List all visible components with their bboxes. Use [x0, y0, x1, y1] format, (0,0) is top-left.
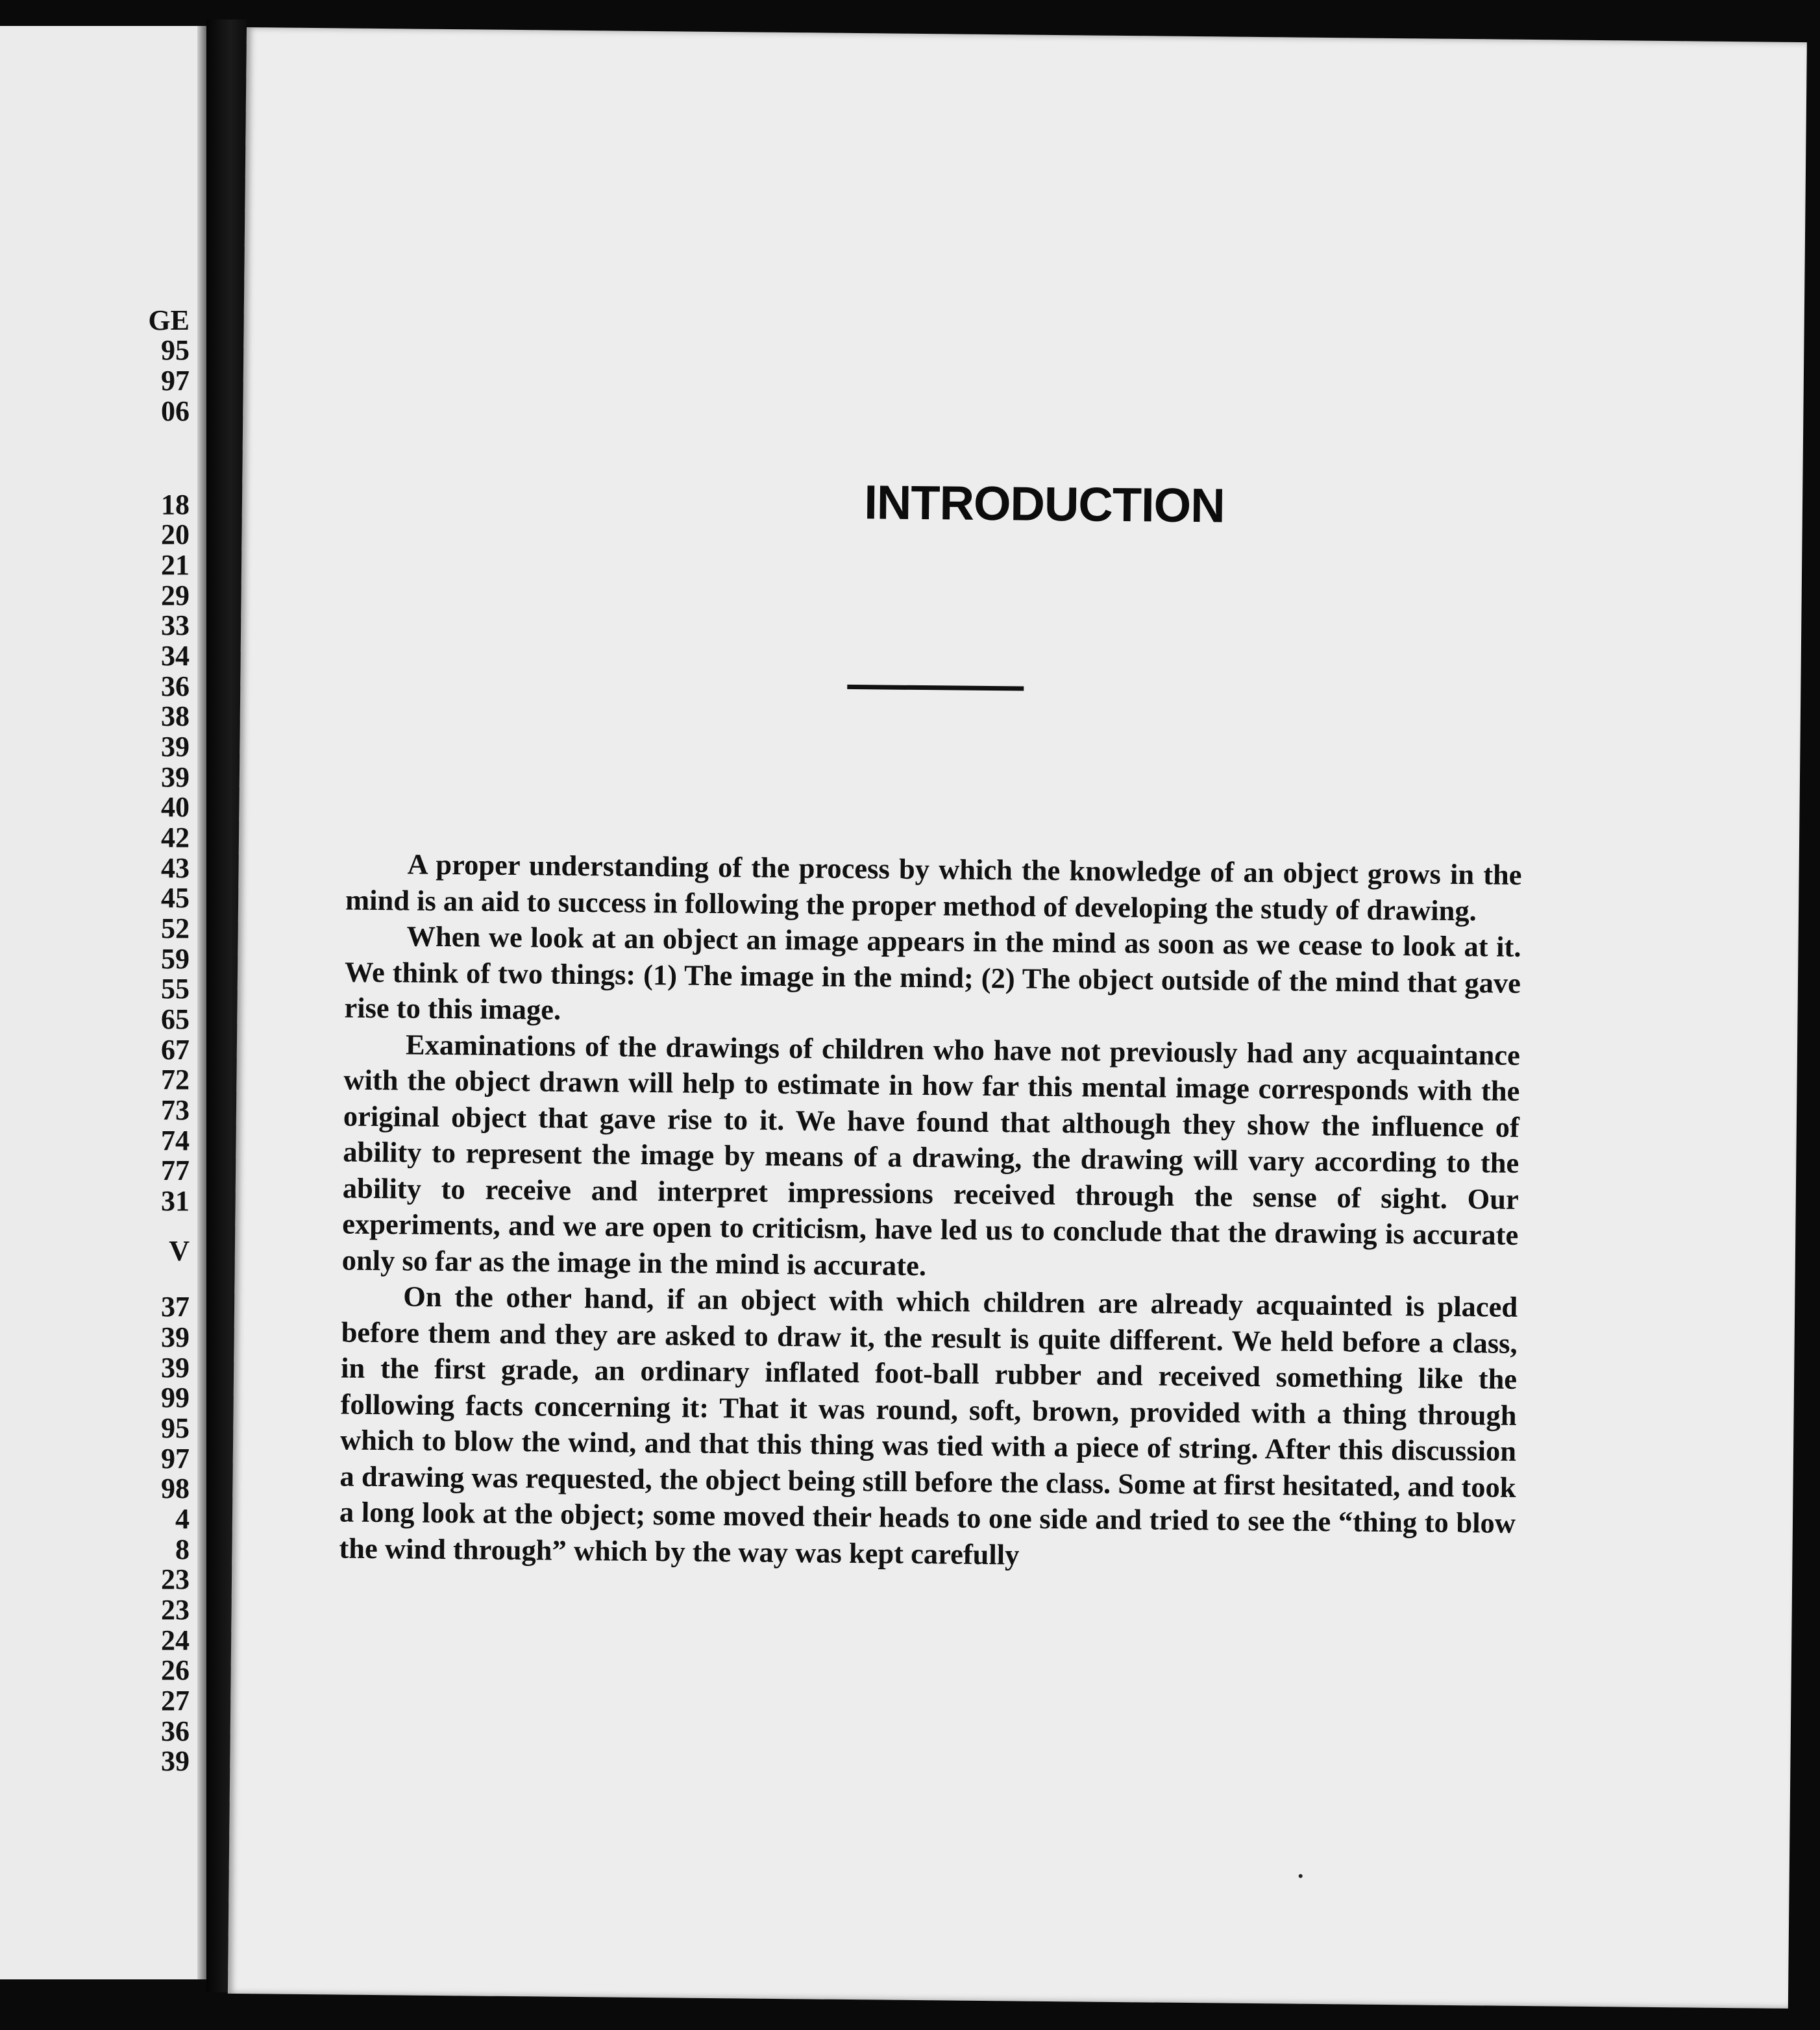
- left-page-number: 97: [161, 365, 190, 397]
- left-page-number: 45: [161, 882, 190, 914]
- left-page-number: 52: [161, 912, 190, 944]
- paragraph-3: Examinations of the drawings of children who have not previously had any acquaintance with the object drawn will help to estimate in how far this mental image corresponds with the original object that gave rise to it. We have found that although they show the influence of ability to represent the image by means of a drawing, the drawing will vary according to the ability to receive and interpret impressions received through the sense of sight. Our experiments, and we are open to criticism, have led us to conclude that the drawing is accurate only so far as the image in the mind is accurate.: [341, 1027, 1521, 1282]
- left-page-number: 21: [161, 549, 190, 581]
- left-page-number: 39: [161, 1352, 190, 1384]
- left-page-number: 55: [161, 973, 190, 1005]
- left-page-number: 29: [161, 580, 190, 611]
- left-page-number: GE: [148, 304, 190, 336]
- left-page-number: 77: [161, 1155, 190, 1186]
- left-page-number: V: [169, 1235, 190, 1267]
- left-page-number: 95: [161, 334, 190, 366]
- left-page-number: 65: [161, 1003, 190, 1035]
- paragraph-4: On the other hand, if an object with which children are already acquainted is placed before them and they are asked to draw it, the result is quite different. We held before a class, in the first grade, an ordinary inflated foot-ball rubber and received something like the following facts concerning it: That it was round, soft, brown, provided with a thing through which to blow the wind, and that this thing was tied with a piece of string. After this discussion a drawing was requested, the object being still before the class. Some at first hesitated, and took a long look at the object; some moved their heads to one side and tried to see the “thing to blow the wind through” which by the way was kept carefully: [339, 1280, 1518, 1571]
- left-page-number: 39: [161, 1745, 190, 1777]
- left-page-number: 73: [161, 1094, 190, 1126]
- left-page-number: 27: [161, 1685, 190, 1717]
- title-divider-rule: [847, 685, 1024, 691]
- left-page-number: 67: [161, 1034, 190, 1066]
- left-page-number: 97: [161, 1443, 190, 1474]
- left-page-number: 8: [175, 1534, 190, 1565]
- left-page-number: 74: [161, 1125, 190, 1156]
- left-page-number: 24: [161, 1624, 190, 1656]
- left-page-number: 33: [161, 609, 190, 641]
- left-page-number: 40: [161, 791, 190, 823]
- left-page-number: 95: [161, 1412, 190, 1444]
- left-page-number: 59: [161, 943, 190, 975]
- left-page-number: 36: [161, 670, 190, 702]
- page-title: INTRODUCTION: [863, 475, 1225, 533]
- left-page-number: 42: [161, 822, 190, 853]
- left-page-number: 34: [161, 640, 190, 672]
- left-page-number: 37: [161, 1291, 190, 1323]
- left-page-number: 39: [161, 761, 190, 793]
- left-page-number: 23: [161, 1563, 190, 1595]
- left-page-number: 43: [161, 852, 190, 884]
- left-page-number: 39: [161, 731, 190, 763]
- body-text: [339, 846, 1522, 1578]
- paragraph-2: When we look at an object an image appears in the mind as soon as we cease to look at it. We think of two things: (1) The image in the mind; (2) The object outside of the mind that gave rise to this image.: [344, 920, 1521, 1026]
- left-page-fragment: [0, 26, 206, 1979]
- left-page-number: 72: [161, 1064, 190, 1095]
- left-page-number: 31: [161, 1185, 190, 1217]
- left-page-number: 98: [161, 1473, 190, 1504]
- paragraph-1: A proper understanding of the process by which the knowledge of an object grows in the mind is an aid to success in following the proper method of developing the study of drawing.: [345, 848, 1522, 927]
- left-page-gutter-shadow: [197, 26, 206, 1979]
- left-page-number: 36: [161, 1715, 190, 1747]
- left-page-number: 26: [161, 1654, 190, 1686]
- left-page-number: 99: [161, 1382, 190, 1413]
- left-page-number: 18: [161, 489, 190, 520]
- paper-speck: [1299, 1874, 1303, 1878]
- left-page-number: 20: [161, 519, 190, 550]
- left-page-number: 23: [161, 1594, 190, 1626]
- left-page-number: 39: [161, 1321, 190, 1353]
- left-page-number: 4: [175, 1503, 190, 1535]
- main-page: [228, 27, 1807, 2009]
- left-page-number: 38: [161, 700, 190, 732]
- left-page-number: 06: [161, 395, 190, 427]
